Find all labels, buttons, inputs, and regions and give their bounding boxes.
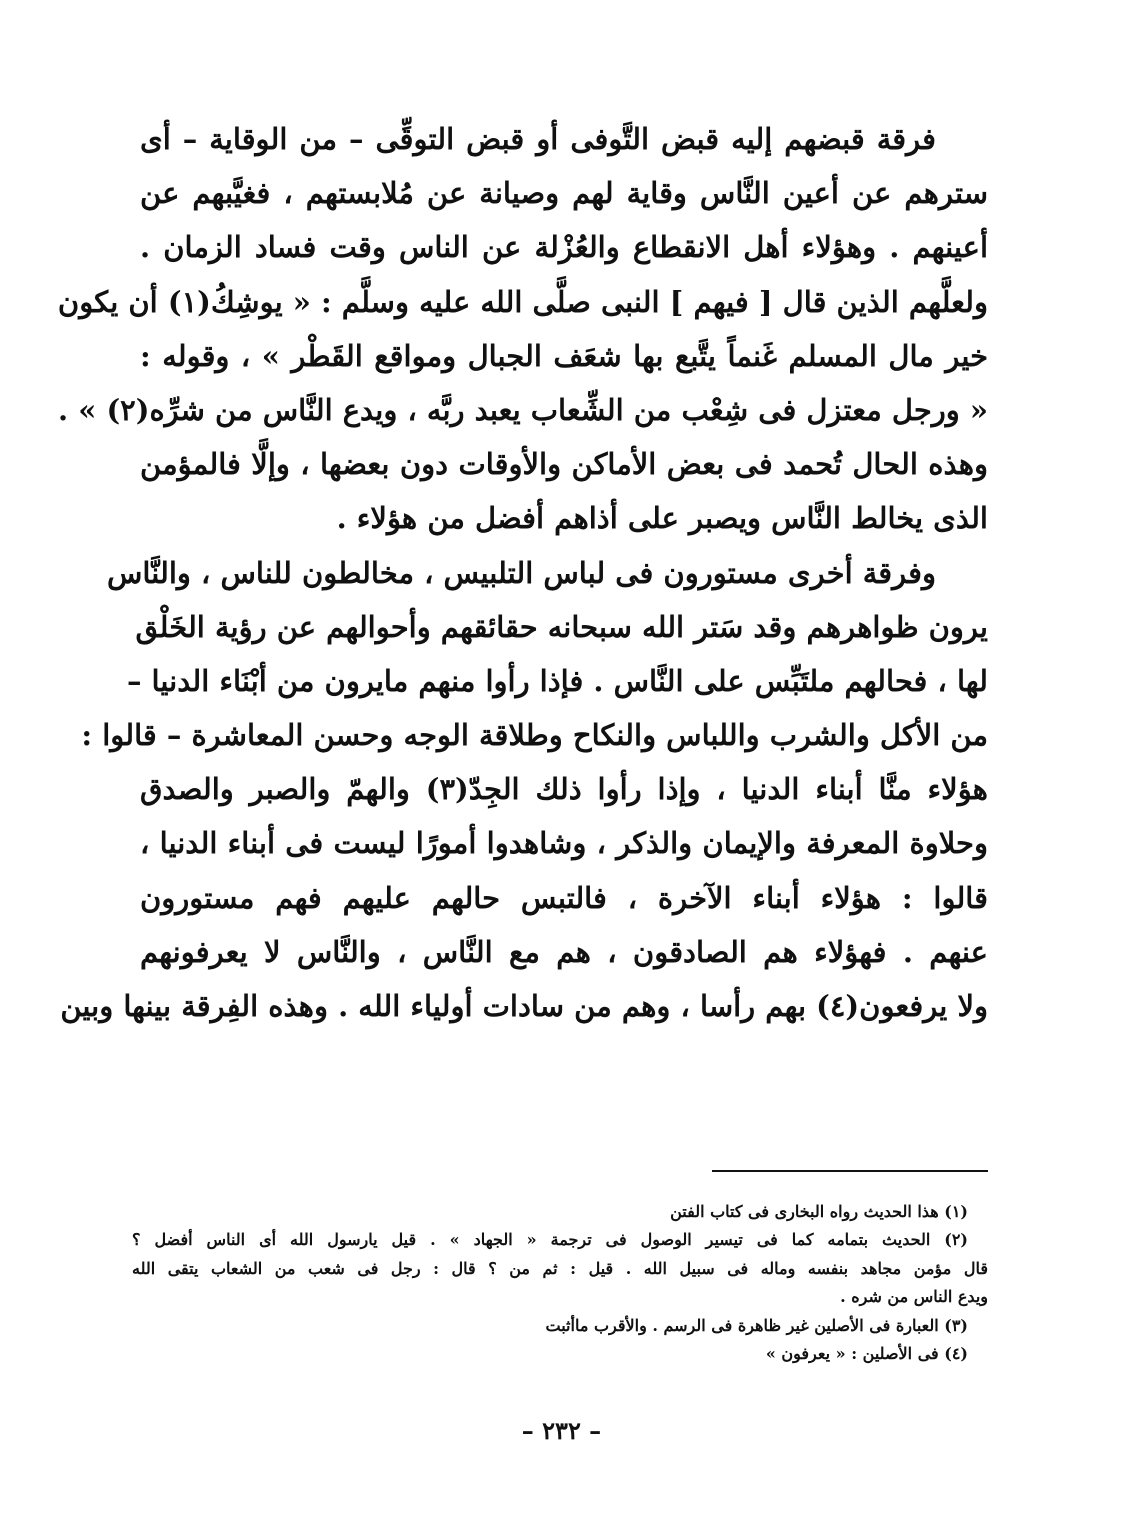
text-line: يرون ظواهرهم وقد سَتر الله سبحانه حقائقهم وأحوالهم عن رؤية الخَلْق xyxy=(135,609,988,644)
footnote: (٣) العبارة فى الأصلين غير ظاهرة فى الرسم . والأقرب ماأثبت xyxy=(545,1315,968,1335)
text-line: فرقة قبضهم إليه قبض التَّوفى أو قبض التوقِّى – من الوقاية – أى xyxy=(140,122,936,156)
text-line: وفرقة أخرى مستورون فى لباس التلبيس ، مخالطون للناس ، والنَّاس xyxy=(107,555,936,590)
main-text xyxy=(57,112,989,1033)
footnote-separator xyxy=(712,1170,988,1172)
text-line: الذى يخالط النَّاس ويصبر على أذاهم أفضل من هؤلاء . xyxy=(336,501,988,536)
text-line: من الأكل والشرب واللباس والنكاح وطلاقة الوجه وحسن المعاشرة – قالوا : xyxy=(81,718,988,753)
footnote-continuation: قال مؤمن مجاهد بنفسه وماله فى سبيل الله . قيل : ثم من ؟ قال : رجل فى شعب من الشعاب يتقى الله xyxy=(132,1258,988,1278)
page-number: – ٢٣٢ – xyxy=(521,1416,602,1445)
footnotes xyxy=(132,1198,988,1368)
text-line: « ورجل معتزل فى شِعْب من الشِّعاب يعبد ربَّه ، ويدع النَّاس من شرِّه(٢) » . xyxy=(58,392,988,427)
text-line: وحلاوة المعرفة والإيمان والذكر ، وشاهدوا أمورًا ليست فى أبناء الدنيا ، xyxy=(140,826,988,861)
text-line: وهذه الحال تُحمد فى بعض الأماكن والأوقات دون بعضها ، وإلَّا فالمؤمن xyxy=(140,447,989,482)
text-line: سترهم عن أعين النَّاس وقاية لهم وصيانة عن مُلابستهم ، فغيَّبهم عن xyxy=(140,176,988,211)
footnote: (٤) فى الأصلين : « يعرفون » xyxy=(765,1343,968,1363)
text-line: خير مال المسلم غَنماً يتَّبع بها شعَف الجبال ومواقع القَطْر » ، وقوله : xyxy=(140,338,988,373)
text-line: ولا يرفعون(٤) بهم رأسا ، وهم من سادات أولياء الله . وهذه الفِرقة بينها وبين xyxy=(60,989,988,1023)
footnote-continuation: ويدع الناس من شره . xyxy=(840,1287,988,1307)
text-line: أعينهم . وهؤلاء أهل الانقطاع والعُزْلة عن الناس وقت فساد الزمان . xyxy=(140,230,988,265)
text-line: لها ، فحالهم ملتَبِّس على النَّاس . فإذا رأوا منهم مايرون من أبْنَاء الدنيا – xyxy=(126,663,988,698)
text-line: هؤلاء منَّا أبناء الدنيا ، وإذا رأوا ذلك الجِدّ(٣) والهمّ والصبر والصدق xyxy=(140,772,988,807)
footnote: (٢) الحديث بتمامه كما فى تيسير الوصول فى ترجمة « الجهاد » . قيل يارسول الله أى الناس أفضل ؟ xyxy=(132,1230,968,1250)
footnote: (١) هذا الحديث رواه البخارى فى كتاب الفتن xyxy=(670,1202,968,1221)
text-line: عنهم . فهؤلاء هم الصادقون ، هم مع النَّاس ، والنَّاس لا يعرفونهم xyxy=(140,934,988,969)
text-line: قالوا : هؤلاء أبناء الآخرة ، فالتبس حالهم عليهم فهم مستورون xyxy=(140,880,988,915)
text-line: ولعلَّهم الذين قال [ فيهم ] النبى صلَّى الله عليه وسلَّم : « يوشِكُ(١) أن يكون xyxy=(57,284,988,319)
